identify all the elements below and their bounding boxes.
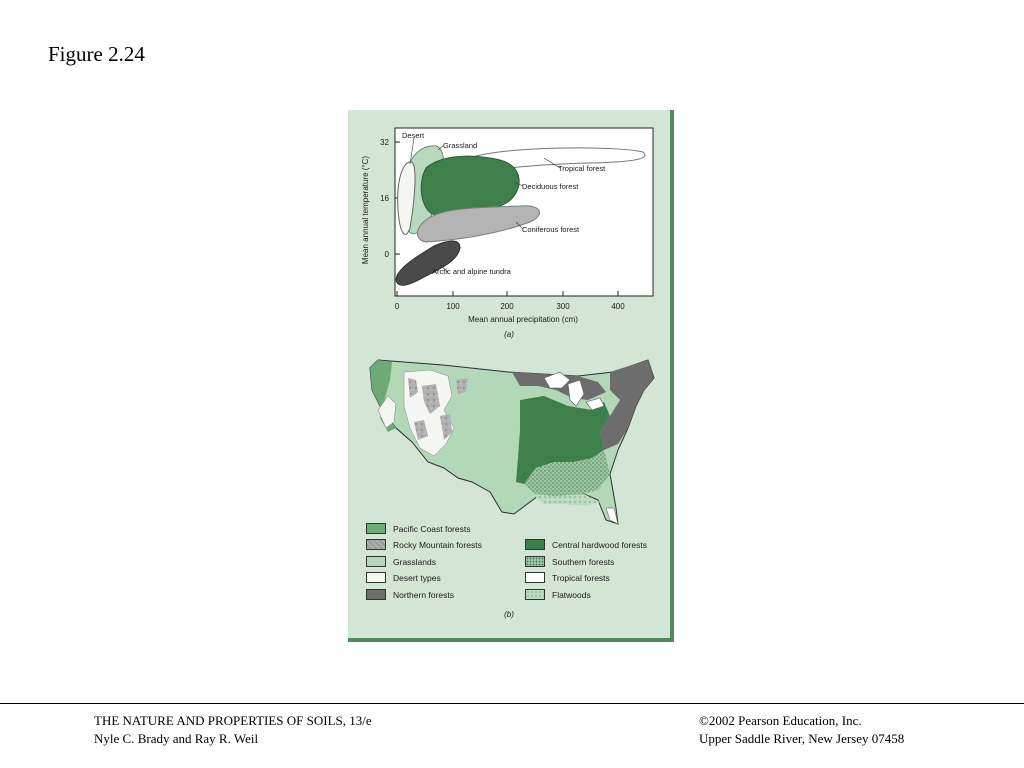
legend-swatch [366,572,386,583]
legend-label: Grasslands [393,556,436,567]
legend-item-northern-forests [366,589,454,600]
legend-item-rocky-mountain [366,539,482,550]
region-label-coniferous-forest: Coniferous forest [522,225,580,234]
figure-panel [348,110,674,642]
legend-label: Southern forests [552,556,615,567]
legend-item-central-hardwood [525,539,647,550]
diagram-a-sublabel: (a) [504,330,514,339]
legend-swatch [366,589,386,600]
y-tick-label: 16 [380,194,389,203]
legend-label: Tropical forests [552,572,610,583]
footer-publisher-info [699,712,904,748]
legend-swatch [366,523,386,534]
x-tick-label: 100 [446,302,460,311]
legend-label: Desert types [393,572,441,583]
diagram-b-sublabel: (b) [504,610,514,619]
region-label-desert: Desert [402,131,425,140]
legend-item-southern-forests [525,556,614,567]
legend-label: Northern forests [393,589,454,600]
footer-copyright: ©2002 Pearson Education, Inc. [699,713,862,728]
legend-label: Rocky Mountain forests [393,539,482,550]
footer-divider [0,703,1024,704]
legend-label: Central hardwood forests [552,539,647,550]
legend-item-flatwoods [525,589,591,600]
climate-diagram [361,128,653,339]
legend-swatch [525,572,545,583]
x-axis-label: Mean annual precipitation (cm) [468,315,578,324]
x-tick-label: 300 [556,302,570,311]
y-tick-label: 32 [380,138,389,147]
y-axis-label: Mean annual temperature (°C) [361,155,370,265]
legend-item-pacific-coast [366,523,470,534]
footer-book-title: THE NATURE AND PROPERTIES OF SOILS, 13/e [94,713,372,728]
legend-label: Flatwoods [552,589,591,600]
legend-swatch [525,589,545,600]
x-tick-label: 400 [611,302,625,311]
legend-swatch [366,539,386,550]
footer-publisher-address: Upper Saddle River, New Jersey 07458 [699,731,905,746]
region-label-deciduous-forest: Deciduous forest [522,182,579,191]
legend-label: Pacific Coast forests [393,523,471,534]
region-label-tundra: Arctic and alpine tundra [432,267,511,276]
legend-swatch [525,556,545,567]
y-tick-label: 0 [384,250,389,259]
legend-item-desert-types [366,572,441,583]
legend-item-grasslands [366,556,436,567]
footer-book-info [94,712,372,748]
footer-authors: Nyle C. Brady and Ray R. Weil [94,731,259,746]
legend-swatch [525,539,545,550]
x-tick-label: 0 [394,302,400,311]
slide-title: Figure 2.24 [48,42,145,66]
region-label-grassland: Grassland [443,141,478,150]
x-tick-label: 200 [500,302,514,311]
legend-item-tropical-forests [525,572,610,583]
region-label-tropical-forest: Tropical forest [558,164,606,173]
legend-swatch [366,556,386,567]
